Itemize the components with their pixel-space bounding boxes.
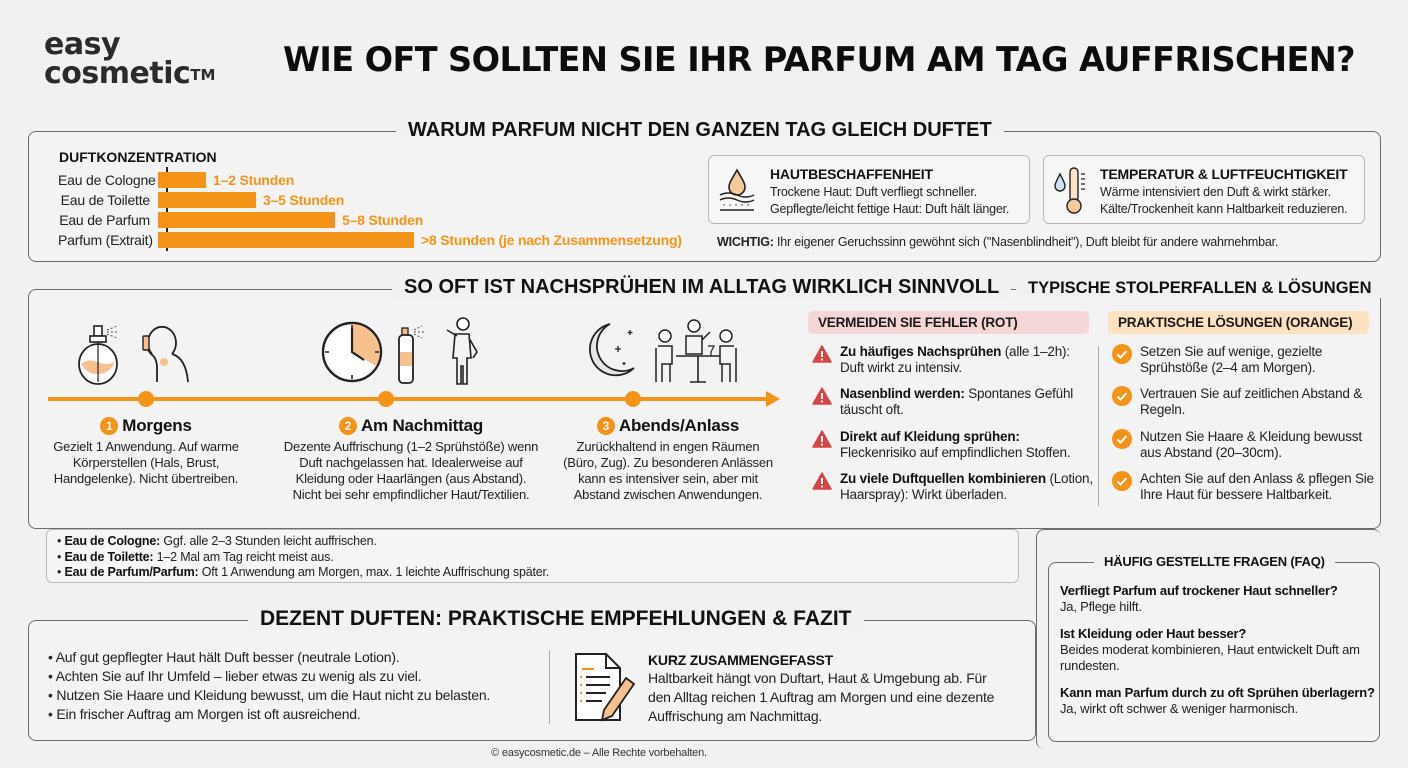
section-often-title: SO OFT IST NACHSPRÜHEN IM ALLTAG WIRKLICH SINNVOLL [392,276,1011,299]
check-circle-icon [1112,386,1132,406]
check-circle-icon [1112,344,1132,364]
tip-item: • Achten Sie auf Ihr Umfeld – lieber etwas zu wenig als zu viel. [48,668,422,684]
solution-item: Nutzen Sie Haare & Kleidung bewusst aus Abstand (20–30cm). [1112,429,1374,461]
step-text: Dezente Auffrischung (1–2 Sprühstöße) wenn Duft nachgelassen hat. Idealerweise auf Kleidung oder Haarlängen (aus Abstand). Nicht bei sehr empfindlicher Haut/Textilien. [283,439,539,502]
thermometer-icon [1052,164,1092,216]
warning-icon [812,430,832,448]
bar [158,232,414,248]
step-text: Zurückhaltend in engen Räumen (Büro, Zug). Zu besonderen Anlässen kann es intensiver sein, aber mit Abstand zwischen Anwendungen. [563,439,773,502]
faq-panel [1048,562,1380,742]
brand-logo [44,27,216,91]
tip-item: • Nutzen Sie Haare und Kleidung bewusst, um die Haut nicht zu belasten. [48,687,491,703]
pitfalls-title: TYPISCHE STOLPERFALLEN & LÖSUNGEN [1016,279,1383,298]
bar [158,212,335,228]
solution-item: Vertrauen Sie auf zeitlichen Abstand & Regeln. [1112,386,1374,418]
chart-title: DUFTKONZENTRATION [59,149,217,165]
card-temperature-title: TEMPERATUR & LUFTFEUCHTIGKEIT [1100,166,1348,182]
logo-line2: cosmetic [44,56,191,91]
conc-tip: • Eau de Toilette: 1–2 Mal am Tag reicht meist aus. [57,549,334,564]
tip-item: • Auf gut gepflegter Haut hält Duft besser (neutrale Lotion). [48,649,400,665]
step-morning [40,416,252,487]
bar-row [58,190,682,210]
page-title: WIE OFT SOLLTEN SIE IHR PARFUM AM TAG AUFFRISCHEN? [283,40,1356,80]
timeline-line [48,397,770,401]
concentration-tips-box [46,529,1019,583]
bar-row [58,230,682,250]
summary-text: Haltbarkeit hängt von Duftart, Haut & Umgebung ab. Für den Alltag reichen 1 Auftrag am Morgen und eine dezente Auffrischung am Nachmittag. [648,670,995,724]
card-skin-line1: Trockene Haut: Duft verfliegt schneller. [770,185,977,199]
bar-label: Parfum (Extrait) [58,232,153,248]
card-skin-line2: Gepflegte/leicht fettige Haut: Duft hält länger. [770,202,1010,216]
concentration-bar-chart [58,170,682,250]
bar-row [58,170,682,190]
timeline-dot-morning [138,391,154,407]
logo-line1: easy [44,27,121,62]
footer-copyright: © easycosmetic.de – Alle Rechte vorbehalten. [491,747,707,759]
warning-icon [812,345,832,363]
bar [158,172,206,188]
step-evening [558,416,778,503]
faq-answer: Beides moderat kombinieren, Haut entwickelt Duft am rundesten. [1060,642,1360,673]
afternoon-clock-spray-icon [320,316,490,388]
summary-title: KURZ ZUSAMMENGEFASST [648,652,834,668]
step-title: Abends/Anlass [618,416,740,435]
bar [158,192,256,208]
card-temperature-line1: Wärme intensiviert den Duft & wirkt stärker. [1100,185,1331,199]
faq-answer: Ja, wirkt oft schwer & weniger harmonisch. [1060,701,1298,716]
bar-value: 3–5 Stunden [263,192,345,208]
conc-tip: • Eau de Cologne: Ggf. alle 2–3 Stunden leicht auffrischen. [57,534,377,548]
card-skin-title: HAUTBESCHAFFENHEIT [770,166,933,182]
faq-question: Ist Kleidung oder Haut besser? [1060,626,1247,641]
important-note-text: Ihr eigener Geruchssinn gewöhnt sich ("Nasenblindheit"), Duft bleibt für andere wahrnehmbar. [773,235,1279,249]
tip-item: • Ein frischer Auftrag am Morgen ist oft ausreichend. [48,706,361,722]
bar-value: 5–8 Stunden [342,212,424,228]
bar-value: >8 Stunden (je nach Zusammensetzung) [421,232,682,248]
morning-spray-icon [74,318,214,386]
solution-item: Achten Sie auf den Anlass & pflegen Sie Ihre Haut für bessere Haltbarkeit. [1112,471,1374,503]
section-tips-title: DEZENT DUFTEN: PRAKTISCHE EMPFEHLUNGEN & FAZIT [248,607,864,631]
faq-answer: Ja, Pflege hilft. [1060,599,1142,614]
conc-tip: • Eau de Parfum/Parfum: Oft 1 Anwendung am Morgen, max. 1 leichte Auffrischung später. [57,565,550,579]
check-circle-icon [1112,471,1132,491]
bar-label: Eau de Toilette [60,192,150,208]
important-note [717,234,1278,251]
step-title: Morgens [122,416,192,435]
faq-title: HÄUFIG GESTELLTE FRAGEN (FAQ) [1094,554,1335,569]
check-circle-icon [1112,429,1132,449]
mistake-item: Zu häufiges Nachsprühen (alle 1–2h): Duft wirkt zu intensiv. [812,344,1097,376]
section-why-title: WARUM PARFUM NICHT DEN GANZEN TAG GLEICH DUFTET [396,119,1004,142]
mistake-item: Direkt auf Kleidung sprühen: Fleckenrisiko auf empfindlichen Stoffen. [812,429,1097,461]
step-title: Am Nachmittag [360,416,484,435]
timeline-dot-evening [625,391,641,407]
solution-item: Setzen Sie auf wenige, gezielte Sprühstöße (2–4 am Morgen). [1112,344,1374,376]
faq-question: Kann man Parfum durch zu oft Sprühen überlagern? [1060,685,1375,700]
timeline-arrow-icon [766,391,780,407]
skin-drop-icon [717,167,757,213]
card-temperature [1043,155,1365,224]
evening-moon-people-icon [578,318,748,386]
tips-list [48,648,490,724]
logo-trademark: TM [190,66,216,84]
step-text: Gezielt 1 Anwendung. Auf warme Körperstellen (Hals, Brust, Handgelenke). Nicht übertreiben. [53,439,239,486]
mistake-item: Nasenblind werden: Spontanes Gefühl täuscht oft. [812,386,1097,418]
step-afternoon [282,416,540,503]
solutions-header: PRAKTISCHE LÖSUNGEN (ORANGE) [1108,311,1369,334]
card-skin [708,155,1030,224]
bar-label: Eau de Parfum [59,212,150,228]
warning-icon [812,387,832,405]
step-number: 3 [597,417,615,435]
timeline-dot-afternoon [378,391,394,407]
step-number: 1 [100,417,118,435]
faq-question: Verfliegt Parfum auf trockener Haut schneller? [1060,583,1338,598]
document-pen-icon [572,652,638,722]
bar-value: 1–2 Stunden [213,172,295,188]
card-temperature-line2: Kälte/Trockenheit kann Haltbarkeit reduzieren. [1100,202,1348,216]
important-note-label: WICHTIG: [717,235,774,249]
pitfalls-divider [1098,346,1099,506]
warning-icon [812,472,832,490]
mistakes-header: VERMEIDEN SIE FEHLER (ROT) [808,311,1089,334]
step-number: 2 [339,417,357,435]
tips-divider [549,650,550,724]
mistake-item: Zu viele Duftquellen kombinieren (Lotion, Haarspray): Wirkt überladen. [812,471,1097,503]
bar-label: Eau de Cologne [58,172,156,188]
bar-row [58,210,682,230]
